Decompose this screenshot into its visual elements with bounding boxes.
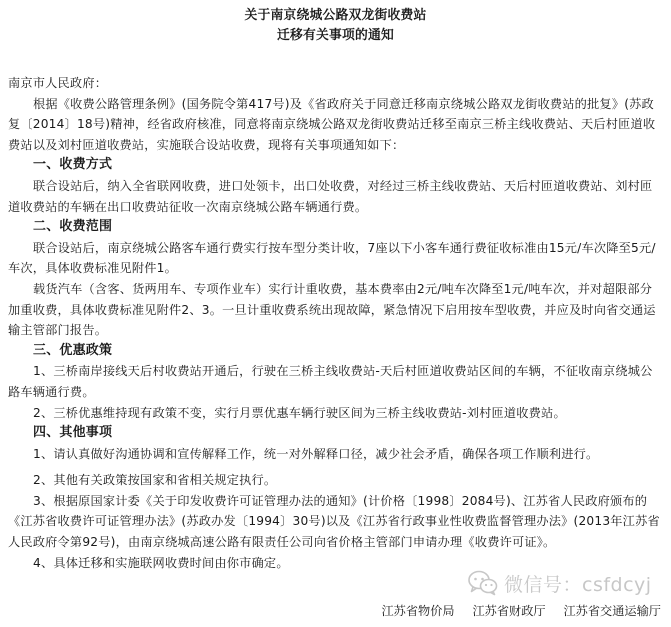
issuing-organizations bbox=[368, 601, 662, 621]
section4-item-1: 1、请认真做好沟通协调和宣传解释工作，统一对外解释口径，减少社会矛盾，确保各项工作顺利进行。 bbox=[33, 446, 599, 461]
watermark-text: 微信号：csfdcyj bbox=[504, 573, 652, 596]
section1-paragraph: 联合设站后，纳入全省联网收费，进口处领卡，出口处收费，对经过三桥主线收费站、天后村匝道收费站、刘村匝道收费站的车辆在出口收费站征收一次南京绕城公路车辆通行费。 bbox=[8, 178, 653, 214]
watermark bbox=[468, 568, 652, 598]
section4-item-4: 4、具体迁移和实施联网收费时间由你市确定。 bbox=[33, 555, 289, 570]
section2-paragraph-1: 联合设站后，南京绕城公路客车通行费实行按车型分类计收，7座以下小客车通行费征收标准由15元/车次降至5元/车次，具体收费标准见附件1。 bbox=[8, 240, 656, 276]
issuer-price-bureau: 江苏省物价局 bbox=[381, 604, 455, 618]
wechat-icon bbox=[468, 570, 498, 596]
section3-item-1: 1、三桥南岸接线天后村收费站开通后，行驶在三桥主线收费站-天后村匝道收费站区间的车辆，不征收南京绕城公路车辆通行费。 bbox=[8, 364, 653, 399]
section3-item-2: 2、三桥优惠维持现有政策不变，实行月票优惠车辆行驶区间为三桥主线收费站-刘村匝道收费站。 bbox=[33, 405, 566, 420]
issuer-finance-department: 江苏省财政厅 bbox=[472, 604, 546, 618]
section4-item-3: 3、根据原国家计委《关于印发收费许可证管理办法的通知》(计价格〔1998〕2084号)、江苏省人民政府颁布的《江苏省收费许可证管理办法》(苏政办发〔1994〕30号)以及《江苏省行政事业性收费监督管理办法》(2013年江苏省人民政府令第92号)，由南京绕城高速公路有限责任公司向省价格主管部门申请办理《收费许可证》。 bbox=[8, 493, 660, 550]
section2-paragraph-2: 载货汽车（含客、货两用车、专项作业车）实行计重收费，基本费率由2元/吨车次降至1元/吨车次，并对超限部分加重收费，具体收费标准见附件2、3。一旦计重收费系统出现故障，紧急情况下启用按车型收费，并应及时向省交通运输主管部门报告。 bbox=[8, 281, 656, 338]
intro-paragraph: 根据《收费公路管理条例》(国务院令第417号)及《省政府关于同意迁移南京绕城公路双龙街收费站的批复》(苏政复〔2014〕18号)精神，经省政府核准，同意将南京绕城公路双龙街收费站迁移至南京三桥主线收费站、天后村匝道收费站以及刘村匝道收费站，实施联合设站收费，现将有关事项通知如下： bbox=[8, 96, 656, 152]
document-title-line1: 关于南京绕城公路双龙街收费站 bbox=[244, 8, 427, 23]
section4-item-2: 2、其他有关政策按国家和省相关规定执行。 bbox=[33, 473, 277, 488]
salutation: 南京市人民政府： bbox=[8, 76, 108, 90]
issuer-transport-department: 江苏省交通运输厅 bbox=[563, 604, 661, 618]
section2-heading: 二、收费范围 bbox=[33, 219, 113, 235]
document-title-line2: 迁移有关事项的通知 bbox=[277, 28, 394, 43]
section3-heading: 三、优惠政策 bbox=[33, 342, 113, 358]
section1-heading: 一、收费方式 bbox=[33, 157, 113, 173]
section4-heading: 四、其他事项 bbox=[33, 425, 113, 441]
